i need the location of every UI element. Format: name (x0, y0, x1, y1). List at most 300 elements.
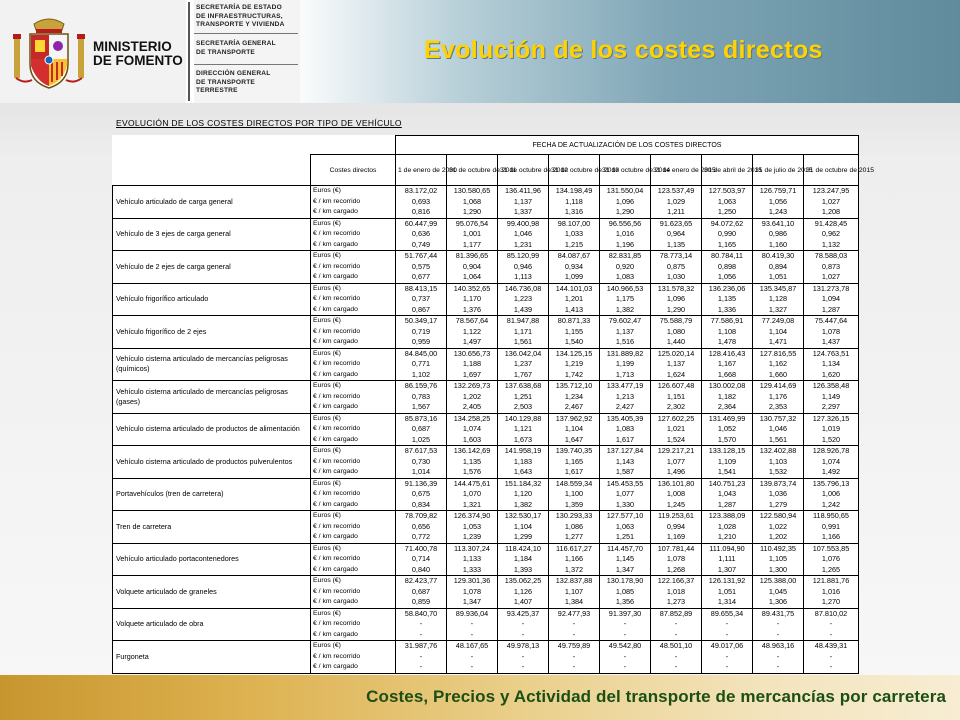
cost-value: 133.477,19 (606, 381, 644, 390)
cost-value: 1,028 (717, 521, 737, 531)
cost-value: 78.709,82 (404, 511, 438, 520)
footer-text: Costes, Precios y Actividad del transporte de mercancías por carretera (366, 687, 946, 706)
cost-value: 48.963,16 (761, 641, 795, 650)
cost-cell (600, 446, 651, 479)
cost-value: 1,372 (564, 564, 584, 574)
cost-value: 89.936,04 (455, 608, 489, 618)
unit-label: € / km cargado (313, 598, 358, 605)
cost-value: - (623, 619, 627, 628)
cost-value: 91.136,39 (404, 478, 438, 488)
cost-value: 127.577,10 (606, 511, 644, 520)
cost-value: 1,242 (821, 499, 841, 509)
cost-value: - (674, 651, 678, 661)
cost-cell (396, 251, 447, 284)
cost-value: 0,875 (666, 261, 686, 271)
cost-cell (651, 446, 702, 479)
cost-cell (549, 446, 600, 479)
cost-value: 136.142,69 (453, 446, 491, 455)
unit-label: Euros (€) (313, 544, 341, 552)
cost-value: 1,208 (821, 207, 841, 216)
cost-value: - (829, 662, 833, 671)
cost-value: 116.617,27 (556, 543, 592, 553)
cost-value: 1,135 (717, 294, 737, 303)
cost-value: 1,068 (462, 196, 482, 206)
cost-cell (804, 608, 859, 641)
slide-footer (0, 675, 960, 720)
cost-value: 1,516 (615, 337, 635, 346)
cost-value: 132.269,73 (453, 381, 491, 390)
cost-value: 2,364 (717, 402, 737, 411)
cost-cell (396, 218, 447, 251)
unit-cell (311, 283, 396, 316)
cost-value: - (572, 629, 576, 639)
cost-value: 1,316 (564, 207, 584, 216)
cost-value: 1,245 (666, 499, 686, 509)
cost-value: - (674, 629, 678, 639)
cost-cell (447, 446, 498, 479)
cost-value: - (521, 651, 525, 661)
cost-value: 129.217,21 (657, 446, 695, 455)
cost-value: 0,730 (411, 456, 431, 466)
cost-value: 1,122 (462, 326, 482, 336)
cost-value: 1,471 (768, 337, 788, 346)
cost-value: 1,118 (565, 196, 583, 206)
cost-value: 1,134 (821, 359, 841, 368)
cost-value: 1,234 (564, 391, 584, 401)
cost-value: 118.424,10 (505, 543, 541, 553)
cost-value: 0,904 (462, 261, 482, 271)
cost-value: 1,083 (615, 424, 635, 433)
unit-cell (311, 186, 396, 219)
cost-value: 71.400,78 (404, 543, 438, 553)
cost-value: 87.617,53 (404, 446, 438, 455)
cost-cell (498, 186, 549, 219)
coat-of-arms-icon (12, 14, 86, 92)
cost-value: 1,561 (768, 434, 788, 444)
cost-cell (804, 413, 859, 446)
cost-cell (600, 608, 651, 641)
cost-cell (651, 413, 702, 446)
cost-value: - (419, 619, 423, 628)
cost-value: 91.397,30 (608, 608, 642, 618)
cost-value: - (829, 651, 833, 661)
cost-value: 1,767 (513, 369, 533, 379)
cost-cell (396, 381, 447, 414)
cost-value: 1,215 (564, 239, 584, 249)
cost-value: - (470, 629, 474, 639)
cost-value: 96.556,56 (608, 218, 642, 228)
unit-cell (311, 413, 396, 446)
date-header: 31 de enero de 2015 (651, 155, 702, 186)
cost-value: 137.962,92 (555, 413, 593, 423)
org-separator (194, 33, 298, 34)
cost-value: - (776, 662, 780, 671)
cost-value: 1,165 (717, 239, 737, 249)
unit-label: € / km cargado (313, 403, 358, 410)
cost-value: 127.503,97 (708, 186, 746, 195)
table-row (113, 576, 859, 609)
cost-value: 0,873 (821, 261, 841, 271)
unit-label: Euros (€) (313, 284, 341, 292)
cost-value: 126.374,90 (453, 511, 491, 520)
vehicle-name: Vehículo frigorífico articulado (113, 283, 311, 316)
cost-value: 1,018 (666, 586, 686, 596)
cost-value: 0,991 (821, 521, 841, 531)
cost-value: 0,959 (411, 337, 431, 346)
cost-value: 1,330 (615, 499, 635, 509)
cost-value: 1,135 (462, 456, 482, 466)
cost-value: 0,687 (411, 424, 431, 433)
cost-cell (651, 251, 702, 284)
cost-value: 0,575 (411, 261, 431, 271)
cost-value: 79.602,47 (608, 316, 642, 325)
cost-value: 1,051 (768, 272, 788, 281)
organization-names (194, 0, 300, 103)
unit-label: € / km recorrido (313, 327, 361, 335)
cost-value: 135.062,25 (504, 576, 542, 585)
cost-cell (651, 186, 702, 219)
cost-value: 0,783 (411, 391, 431, 401)
unit-label: € / km cargado (313, 273, 358, 280)
cost-cell (753, 608, 804, 641)
vehicle-name: Vehículo cisterna articulado de mercancías peligrosas (químicos) (113, 348, 311, 381)
cost-value: 1,413 (564, 304, 584, 314)
cost-value: - (419, 629, 423, 639)
cost-value: 2,467 (564, 402, 584, 411)
cost-cell (549, 413, 600, 446)
date-header: 31 de julio de 2015 (753, 155, 804, 186)
cost-value: 1,223 (513, 294, 533, 303)
unit-label: Euros (€) (313, 577, 341, 584)
cost-cell (498, 218, 549, 251)
cost-value: 1,384 (564, 597, 584, 606)
cost-value: 49.017,06 (710, 641, 744, 650)
cost-value: 1,080 (666, 326, 686, 336)
cost-value: 1,407 (513, 597, 533, 606)
cost-cell (600, 251, 651, 284)
cost-value: 1,239 (462, 532, 482, 541)
org-secretaria-general: SECRETARÍA GENERAL DE TRANSPORTE (196, 40, 276, 56)
table-row (113, 511, 859, 544)
cost-value: 1,673 (513, 434, 533, 444)
cost-cell (498, 511, 549, 544)
cost-value: 99.400,98 (506, 218, 540, 228)
cost-cell (549, 348, 600, 381)
cost-value: 1,052 (717, 424, 737, 433)
cost-value: 1,576 (462, 467, 482, 476)
cost-value: 144.101,03 (555, 283, 593, 293)
cost-value: 1,376 (462, 304, 482, 314)
cost-value: 140.352,65 (453, 283, 491, 293)
cost-value: 48.439,31 (814, 641, 848, 650)
cost-value: - (776, 619, 780, 628)
cost-value: 122.580,94 (759, 511, 797, 520)
cost-value: - (572, 662, 576, 671)
cost-cell (396, 283, 447, 316)
cost-value: 82.423,77 (404, 576, 438, 585)
unit-label: € / km cargado (313, 533, 358, 540)
vehicle-name: Furgoneta (113, 641, 311, 674)
cost-value: 1,056 (768, 196, 788, 206)
cost-value: 1,051 (717, 586, 737, 596)
cost-value: 1,001 (462, 229, 482, 238)
cost-value: 127.816,55 (759, 348, 797, 358)
unit-label: Euros (€) (313, 609, 341, 617)
cost-value: 1,617 (615, 434, 635, 444)
cost-value: 1,306 (768, 597, 788, 606)
cost-value: 1,170 (462, 294, 482, 303)
cost-value: 1,300 (768, 564, 788, 574)
cost-value: - (572, 619, 576, 628)
cost-cell (549, 186, 600, 219)
cost-value: - (623, 651, 627, 661)
table-row (113, 478, 859, 511)
cost-value: 1,074 (462, 424, 482, 433)
cost-value: 1,046 (768, 424, 788, 433)
date-header: 31 de octubre de 2015 (804, 155, 859, 186)
vehicle-name: Vehículo cisterna articulado de productos pulverulentos (113, 446, 311, 479)
cost-value: 1,393 (513, 564, 533, 574)
vehicle-name: Volquete articulado de graneles (113, 576, 311, 609)
cost-cell (447, 413, 498, 446)
cost-cell (396, 478, 447, 511)
unit-cell (311, 381, 396, 414)
cost-value: 136.236,06 (708, 283, 746, 293)
cost-value: 0,934 (564, 261, 584, 271)
cost-value: 139.740,35 (555, 446, 593, 455)
cost-value: 1,561 (513, 337, 533, 346)
cost-cell (549, 576, 600, 609)
table-row (113, 381, 859, 414)
cost-value: 1,713 (615, 369, 635, 379)
cost-value: 1,022 (768, 521, 788, 531)
cost-value: - (521, 662, 525, 671)
cost-cell (396, 576, 447, 609)
cost-value: 58.840,70 (404, 608, 438, 618)
cost-value: 134.125,15 (555, 348, 593, 358)
cost-value: 1,104 (564, 424, 584, 433)
cost-value: 1,014 (411, 467, 431, 476)
cost-value: 88.413,15 (404, 283, 438, 293)
cost-value: 1,347 (615, 564, 635, 574)
cost-value: - (419, 662, 423, 671)
cost-value: 1,077 (666, 456, 686, 466)
cost-value: 2,353 (768, 402, 788, 411)
unit-cell (311, 511, 396, 544)
cost-value: 125.020,14 (657, 348, 695, 358)
cost-value: 140.129,88 (504, 413, 542, 423)
unit-label: Euros (€) (313, 317, 341, 324)
cost-value: 49.978,13 (506, 641, 540, 650)
unit-label: € / km recorrido (313, 457, 361, 465)
cost-value: 132.402,88 (759, 446, 797, 455)
date-header: 1 de enero de 2000 (396, 155, 447, 186)
table-row (113, 543, 859, 576)
cost-value: 78.773,14 (659, 251, 693, 260)
table-corner (113, 136, 311, 155)
cost-value: 1,030 (666, 272, 686, 281)
unit-cell (311, 348, 396, 381)
cost-value: 1,290 (666, 304, 686, 314)
cost-value: 93.425,37 (506, 608, 540, 618)
cost-value: 1,056 (717, 272, 737, 281)
cost-value: 1,077 (615, 489, 635, 498)
cost-value: 1,078 (462, 586, 482, 596)
cost-value: 51.767,44 (404, 251, 438, 260)
cost-cell (702, 316, 753, 349)
unit-label: € / km recorrido (313, 652, 361, 660)
cost-value: 1,046 (513, 229, 533, 238)
cost-value: - (829, 629, 833, 639)
cost-value: 1,108 (717, 326, 737, 336)
unit-label: € / km cargado (313, 565, 358, 573)
cost-cell (600, 283, 651, 316)
vehicle-name: Vehículo articulado de carga general (113, 186, 311, 219)
table-row (113, 186, 859, 219)
cost-value: 0,677 (411, 272, 431, 281)
cost-value: 1,085 (615, 586, 635, 596)
cost-value: 1,570 (717, 434, 737, 444)
cost-value: 1,070 (462, 489, 482, 498)
cost-value: 130.656,73 (453, 348, 491, 358)
cost-cell (549, 608, 600, 641)
table-row (113, 283, 859, 316)
cost-value: 1,337 (513, 207, 533, 216)
cost-value: 121.881,76 (812, 576, 850, 585)
cost-value: 1,103 (768, 456, 788, 466)
cost-value: 1,162 (768, 359, 788, 368)
cost-value: 1,202 (768, 532, 788, 541)
cost-value: 1,132 (821, 239, 841, 249)
cost-value: 1,171 (513, 326, 533, 336)
cost-value: 144.475,61 (453, 478, 491, 488)
cost-value: - (725, 662, 729, 671)
unit-label: € / km recorrido (313, 555, 361, 562)
cost-value: 1,083 (615, 272, 635, 281)
cost-value: 1,113 (514, 272, 532, 281)
cost-cell (702, 381, 753, 414)
cost-value: 1,251 (615, 532, 635, 541)
cost-value: 1,165 (564, 456, 584, 466)
costs-header: Costes directos (311, 155, 396, 186)
unit-cell (311, 576, 396, 609)
cost-value: 1,356 (615, 597, 635, 606)
cost-value: 1,137 (513, 196, 533, 206)
cost-value: 89.655,34 (710, 608, 744, 618)
cost-value: 1,133 (462, 554, 482, 563)
cost-value: 125.388,00 (759, 576, 797, 585)
cost-value: 1,603 (462, 434, 482, 444)
cost-value: 129.301,36 (453, 576, 491, 585)
unit-label: Euros (€) (313, 512, 341, 519)
cost-value: 1,333 (462, 564, 482, 574)
table-row (113, 251, 859, 284)
vehicle-name: Tren de carretera (113, 511, 311, 544)
cost-value: 78.567,64 (455, 316, 489, 325)
cost-cell (600, 511, 651, 544)
cost-value: 87.810,02 (814, 608, 848, 618)
cost-value: 1,382 (615, 304, 635, 314)
unit-label: Euros (€) (313, 447, 341, 454)
cost-cell (396, 641, 447, 674)
cost-value: 0,867 (411, 304, 431, 314)
org-secretaria-estado: SECRETARÍA DE ESTADO DE INFRAESTRUCTURAS, TRANSPORTE Y VIVIENDA (196, 4, 285, 28)
unit-cell (311, 316, 396, 349)
cost-value: - (674, 619, 678, 628)
cost-cell (753, 218, 804, 251)
cost-value: 122.166,37 (657, 576, 695, 585)
cost-cell (549, 283, 600, 316)
cost-value: 0,986 (768, 229, 788, 238)
cost-value: 1,359 (564, 499, 584, 509)
cost-value: 1,176 (768, 391, 788, 401)
cost-value: 135.796,13 (812, 478, 850, 488)
cost-value: 1,008 (666, 489, 686, 498)
cost-value: 1,624 (666, 369, 686, 379)
cost-cell (804, 478, 859, 511)
cost-value: 110.492,35 (760, 543, 796, 553)
cost-value: 1,151 (666, 391, 686, 401)
unit-label: € / km recorrido (313, 620, 361, 627)
unit-label: Euros (€) (313, 349, 341, 357)
cost-value: 1,299 (513, 532, 533, 541)
logo-divider (188, 2, 190, 101)
cost-value: 1,279 (768, 499, 788, 509)
cost-cell (447, 576, 498, 609)
cost-cell (753, 576, 804, 609)
cost-value: 1,497 (462, 337, 482, 346)
cost-cell (498, 478, 549, 511)
cost-value: 1,231 (513, 239, 533, 249)
cost-value: 131.469,99 (708, 413, 746, 423)
cost-cell (600, 381, 651, 414)
vehicle-name: Vehículo cisterna articulado de productos de alimentación (113, 413, 311, 446)
cost-value: 84.087,67 (557, 251, 591, 260)
cost-value: 1,213 (615, 391, 635, 401)
cost-cell (600, 641, 651, 674)
cost-value: 1,647 (564, 434, 584, 444)
cost-value: 135.712,10 (555, 381, 593, 390)
cost-value: 89.431,75 (761, 608, 795, 618)
unit-label: Euros (€) (313, 642, 341, 649)
unit-label: € / km cargado (313, 338, 358, 345)
cost-value: 82.831,85 (608, 251, 642, 260)
unit-label: € / km recorrido (313, 360, 361, 367)
cost-cell (498, 413, 549, 446)
cost-cell (498, 446, 549, 479)
cost-cell (753, 316, 804, 349)
cost-value: 0,990 (717, 229, 737, 238)
cost-value: 0,894 (768, 261, 788, 271)
cost-value: 1,036 (768, 489, 788, 498)
cost-value: 148.559,34 (555, 478, 593, 488)
cost-value: 1,620 (821, 369, 841, 379)
cost-cell (396, 413, 447, 446)
cost-value: 49.759,89 (557, 641, 591, 650)
unit-label: € / km cargado (313, 208, 358, 215)
cost-cell (651, 543, 702, 576)
cost-value: 1,027 (821, 196, 841, 206)
cost-cell (804, 543, 859, 576)
cost-value: 0,749 (411, 239, 431, 249)
unit-label: € / km recorrido (313, 392, 361, 400)
cost-value: 1,063 (615, 521, 635, 531)
cost-value: 1,027 (821, 272, 841, 281)
cost-value: 49.542,80 (608, 641, 642, 650)
cost-cell (600, 348, 651, 381)
cost-value: 131.273,78 (812, 283, 850, 293)
unit-cell (311, 543, 396, 576)
